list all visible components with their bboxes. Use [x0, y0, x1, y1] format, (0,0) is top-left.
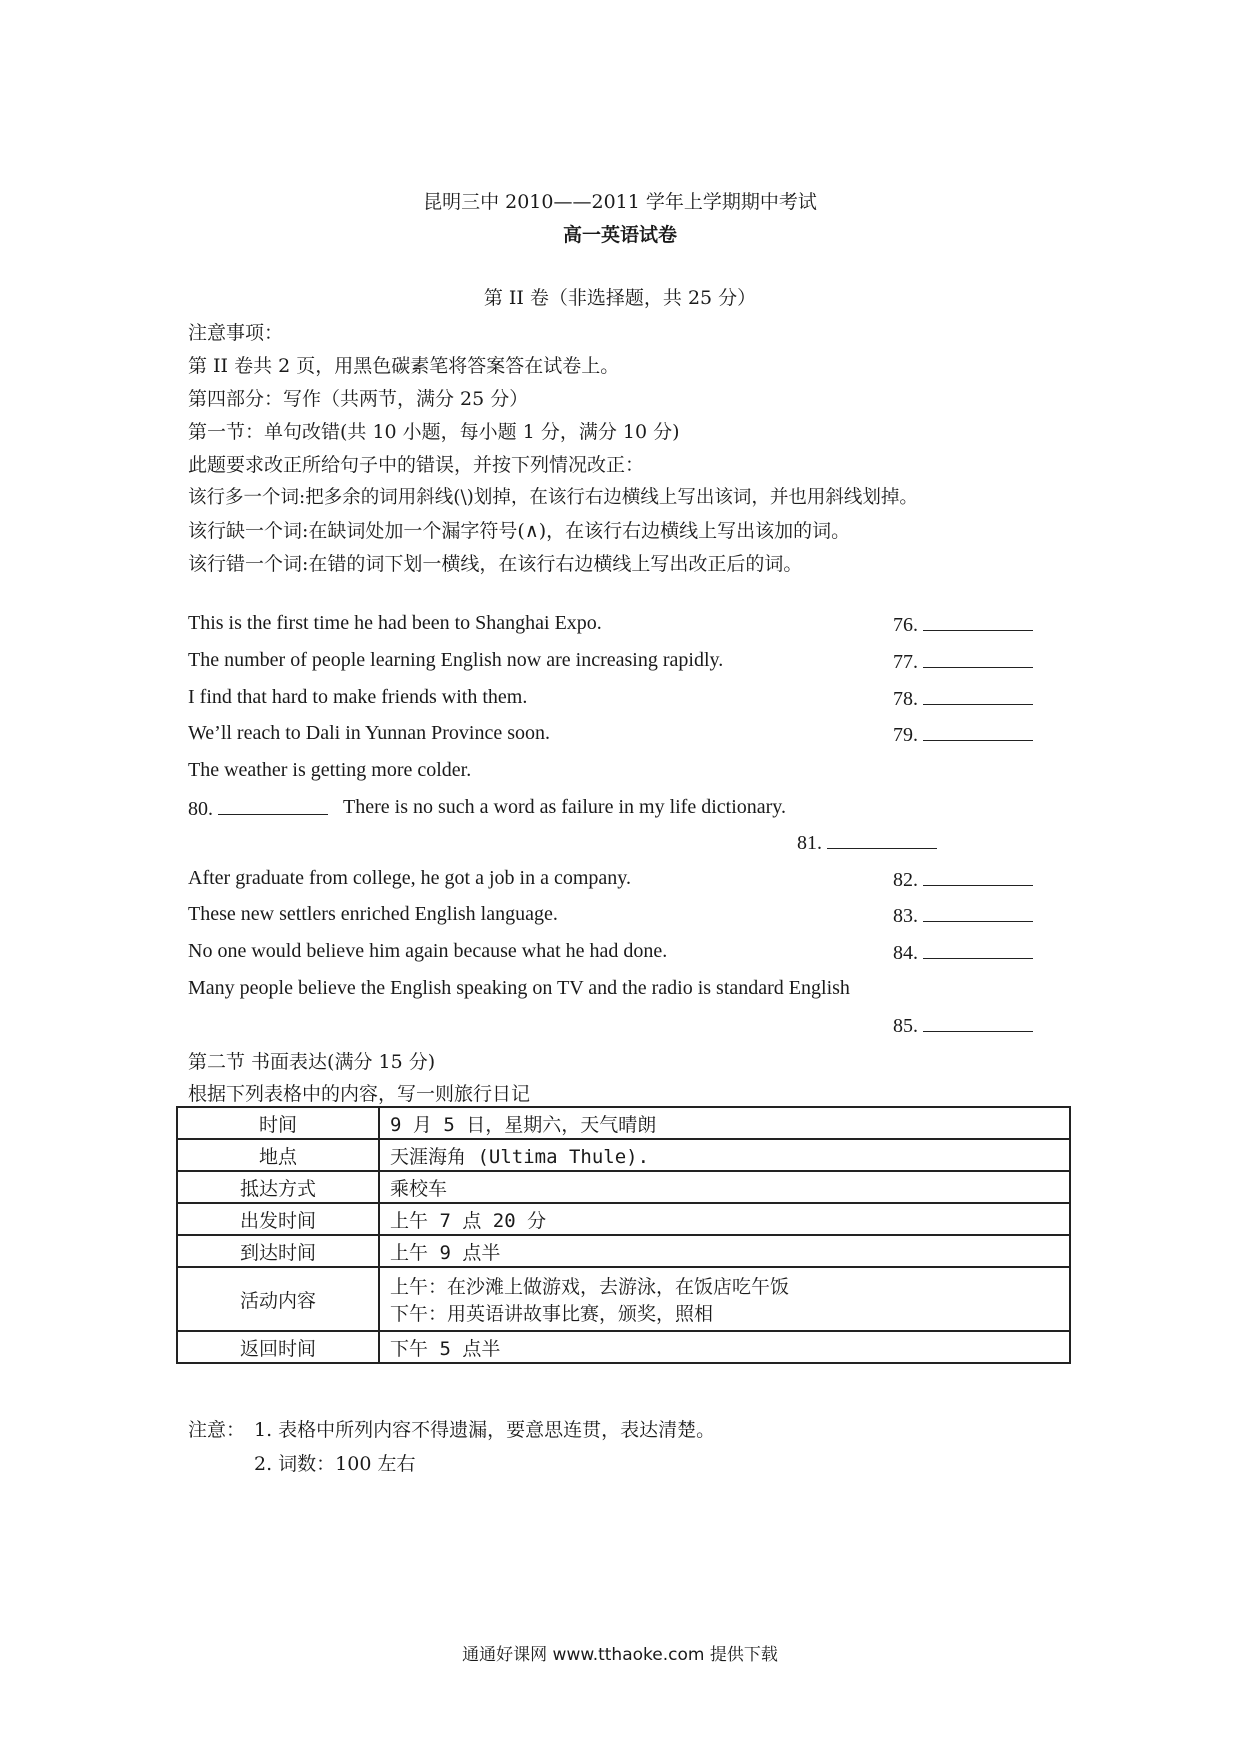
question-number: 77. — [893, 649, 1033, 674]
question-number: 76. — [893, 612, 1033, 637]
table-key: 返回时间 — [177, 1331, 379, 1363]
exam-title: 昆明三中 2010——2011 学年上学期期中考试 — [423, 191, 817, 213]
section2-title: 第二节 书面表达(满分 15 分) — [188, 1051, 436, 1073]
notes-label: 注意事项： — [188, 322, 284, 344]
question-text: The number of people learning English now are increasing rapidly. — [188, 649, 724, 671]
answer-blank[interactable] — [923, 1013, 1033, 1032]
table-value: 下午 5 点半 — [379, 1331, 1070, 1363]
notes-line: 该行错一个词:在错的词下划一横线，在该行右边横线上写出改正后的词。 — [188, 553, 803, 575]
table-key: 活动内容 — [177, 1267, 379, 1331]
table-row — [177, 1139, 1070, 1171]
question-number: 82. — [893, 867, 1033, 892]
question-text: The weather is getting more colder. — [188, 759, 472, 781]
table-value: 上午 7 点 20 分 — [379, 1203, 1070, 1235]
table-row — [177, 1171, 1070, 1203]
page-footer: 通通好课网 www.tthaoke.com 提供下载 — [462, 1645, 778, 1665]
table-key: 抵达方式 — [177, 1171, 379, 1203]
question-text: We’ll reach to Dali in Yunnan Province soon. — [188, 722, 551, 744]
answer-blank[interactable] — [923, 686, 1033, 705]
diary-info-table — [176, 1106, 1071, 1364]
notes-line: 第一节：单句改错(共 10 小题，每小题 1 分，满分 10 分) — [188, 421, 680, 443]
notes-line: 该行多一个词:把多余的词用斜线(\)划掉，在该行右边横线上写出该词，并也用斜线划掉。 — [188, 487, 918, 508]
question-text: After graduate from college, he got a job in a company. — [188, 867, 631, 889]
question-number: 81. — [797, 830, 937, 855]
table-row — [177, 1235, 1070, 1267]
table-key: 地点 — [177, 1139, 379, 1171]
table-key: 出发时间 — [177, 1203, 379, 1235]
notes-line: 该行缺一个词:在缺词处加一个漏字符号(∧)，在该行右边横线上写出该加的词。 — [188, 520, 851, 542]
table-value: 乘校车 — [379, 1171, 1070, 1203]
table-value: 上午 9 点半 — [379, 1235, 1070, 1267]
question-number: 78. — [893, 686, 1033, 711]
table-key: 到达时间 — [177, 1235, 379, 1267]
answer-blank[interactable] — [218, 796, 328, 815]
question-number: 84. — [893, 940, 1033, 965]
question-text: These new settlers enriched English language. — [188, 903, 558, 925]
question-text: There is no such a word as failure in my life dictionary. — [343, 796, 787, 818]
table-key: 时间 — [177, 1107, 379, 1139]
question-number: 83. — [893, 903, 1033, 928]
question-number: 79. — [893, 722, 1033, 747]
paper-title: 高一英语试卷 — [562, 224, 677, 246]
table-value — [379, 1267, 1070, 1331]
answer-blank[interactable] — [827, 830, 937, 849]
answer-blank[interactable] — [923, 649, 1033, 668]
answer-blank[interactable] — [923, 612, 1033, 631]
writing-note-label: 注意： — [188, 1419, 246, 1441]
section2-instruction: 根据下列表格中的内容，写一则旅行日记 — [188, 1083, 531, 1105]
notes-line: 此题要求改正所给句子中的错误，并按下列情况改正： — [188, 454, 645, 476]
volume-title: 第 II 卷（非选择题，共 25 分） — [483, 287, 757, 309]
table-row — [177, 1203, 1070, 1235]
question-text: No one would believe him again because what he had done. — [188, 940, 668, 962]
table-value: 天涯海角 (Ultima Thule). — [379, 1139, 1070, 1171]
notes-line: 第 II 卷共 2 页，用黑色碳素笔将答案答在试卷上。 — [188, 355, 620, 377]
question-number: 85. — [893, 1013, 1033, 1038]
table-value-line: 上午：在沙滩上做游戏，去游泳，在饭店吃午饭 — [390, 1276, 790, 1298]
writing-note-1: 1. 表格中所列内容不得遗漏，要意思连贯，表达清楚。 — [254, 1419, 716, 1441]
answer-blank[interactable] — [923, 940, 1033, 959]
answer-blank[interactable] — [923, 722, 1033, 741]
question-text: I find that hard to make friends with them. — [188, 686, 528, 708]
table-value-line: 下午：用英语讲故事比赛，颁奖，照相 — [390, 1303, 714, 1325]
question-text: This is the first time he had been to Shanghai Expo. — [188, 612, 602, 634]
notes-line: 第四部分：写作（共两节，满分 25 分） — [188, 388, 529, 410]
answer-blank[interactable] — [923, 903, 1033, 922]
table-value: 9 月 5 日，星期六，天气晴朗 — [379, 1107, 1070, 1139]
answer-blank[interactable] — [923, 867, 1033, 886]
table-row — [177, 1331, 1070, 1363]
writing-note-2: 2. 词数：100 左右 — [254, 1453, 416, 1475]
question-number: 80. — [188, 796, 328, 821]
question-text: Many people believe the English speaking on TV and the radio is standard English — [188, 977, 850, 999]
table-row — [177, 1107, 1070, 1139]
table-row — [177, 1267, 1070, 1331]
